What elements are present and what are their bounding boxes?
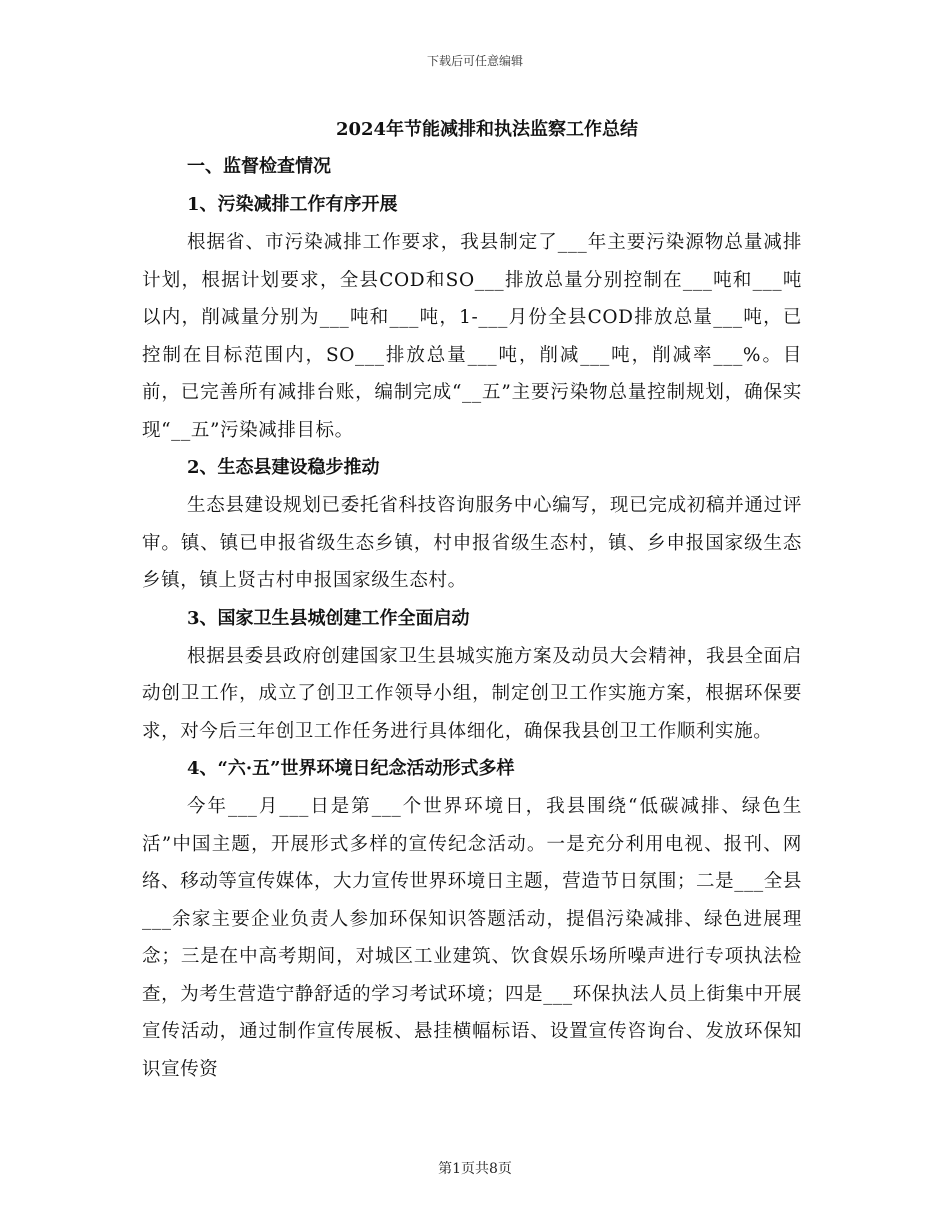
section-heading-emission-reduction: 1、污染减排工作有序开展 [187, 194, 398, 215]
section-heading-eco-county: 2、生态县建设稳步推动 [187, 457, 380, 478]
paragraph-eco-county: 生态县建设规划已委托省科技咨询服务中心编写，现已完成初稿并通过评审。镇、镇已申报省级生态乡镇，村申报省级生态村，镇、乡申报国家级生态乡镇，镇上贤古村申报国家级生态村。 [142, 495, 802, 591]
paragraph-environment-day: 今年___月___日是第___个世界环境日，我县围绕“低碳减排、绿色生活”中国主题，开展形式多样的宣传纪念活动。一是充分利用电视、报刊、网络、移动等宣传媒体，大力宣传世界环境日主题，营造节日氛围；二是___全县___余家主要企业负责人参加环保知识答题活动，提倡污染减排、绿色进展理念；三是在中高考期间，对城区工业建筑、饮食娱乐场所噪声进行专项执法检查，为考生营造宁静舒适的学习考试环境；四是___环保执法人员上街集中开展宣传活动，通过制作宣传展板、悬挂横幅标语、设置宣传咨询台、发放环保知识宣传资 [142, 796, 802, 1080]
page-footer-number: 第1页共8页 [438, 1161, 512, 1177]
page-header-note: 下载后可任意编辑 [426, 54, 523, 68]
section-heading-environment-day: 4、“六·五”世界环境日纪念活动形式多样 [187, 758, 515, 779]
document-body [142, 112, 802, 1088]
section-heading-oversight: 一、监督检查情况 [187, 156, 331, 177]
section-heading-health-city: 3、国家卫生县城创建工作全面启动 [187, 607, 470, 629]
paragraph-health-city: 根据县委县政府创建国家卫生县城实施方案及动员大会精神，我县全面启动创卫工作，成立了创卫工作领导小组，制定创卫工作实施方案，根据环保要求，对今后三年创卫工作任务进行具体细化，确保我县创卫工作顺利实施。 [142, 645, 802, 742]
document-title: 2024年节能减排和执法监察工作总结 [335, 119, 639, 140]
paragraph-emission-reduction: 根据省、市污染减排工作要求，我县制定了___年主要污染源物总量减排计划，根据计划要求，全县COD和SO___排放总量分别控制在___吨和___吨以内，削减量分别为___吨和___吨，1-___月份全县COD排放总量___吨，已控制在目标范围内，SO___排放总量___吨，削减___吨，削减率___%。目前，已完善所有减排台账，编制完成“__五”主要污染物总量控制规划，确保实现“__五”污染减排目标。 [142, 232, 802, 441]
